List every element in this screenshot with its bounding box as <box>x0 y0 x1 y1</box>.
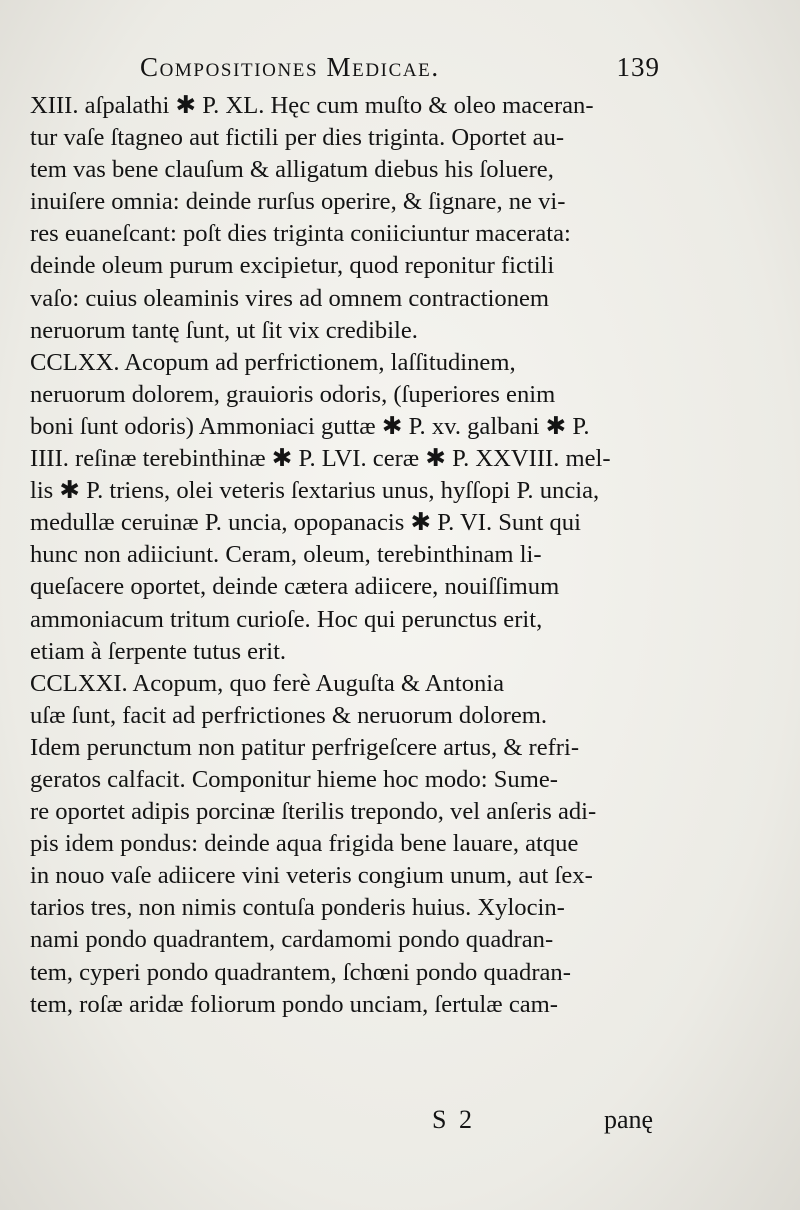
text-line: inuiſere omnia: deinde rurſus operire, & ſignare, ne vi- <box>30 188 566 216</box>
text-line: etiam à ſerpente tutus erit. <box>30 637 287 665</box>
body-text <box>30 90 690 1021</box>
text-line: re oportet adipis porcinæ ſterilis trepondo, vel anſeris adi- <box>30 798 597 826</box>
section-heading-line: CCLXXI. Acopum, quo ferè Auguſta & Antonia <box>30 669 505 697</box>
text-line: vaſo: cuius oleaminis vires ad omnem contractionem <box>30 284 550 312</box>
page-number: 139 <box>616 52 660 82</box>
signature-mark: S 2 <box>432 1105 475 1134</box>
text-line: tem vas bene clauſum & alligatum diebus his ſoluere, <box>30 156 554 184</box>
text-line: neruorum tantę ſunt, ut ſit vix credibile. <box>30 316 418 344</box>
text-line: tarios tres, non nimis contuſa ponderis huius. Xylocin- <box>30 894 565 922</box>
text-line: pis idem pondus: deinde aqua frigida bene lauare, atque <box>30 830 579 858</box>
text-line: tem, roſæ aridæ foliorum pondo unciam, ſertulæ cam- <box>30 990 558 1018</box>
text-line: neruorum dolorem, grauioris odoris, (ſuperiores enim <box>30 380 556 408</box>
text-line: medullæ ceruinæ P. uncia, opopanacis ✱ P. VI. Sunt qui <box>30 509 581 537</box>
section-heading-line: CCLXX. Acopum ad perfrictionem, laſſitudinem, <box>30 348 516 376</box>
catchword: panę <box>604 1105 654 1134</box>
page-footer <box>0 1105 800 1145</box>
text-line: XIII. aſpalathi ✱ P. XL. Hęc cum muſto & oleo maceran- <box>30 92 594 119</box>
text-line: queſacere oportet, deinde cætera adiicere, nouiſſimum <box>30 573 560 601</box>
text-line: hunc non adiiciunt. Ceram, oleum, terebinthinam li- <box>30 541 542 569</box>
text-line: geratos calfacit. Componitur hieme hoc modo: Sume- <box>30 765 558 793</box>
text-line: Idem perunctum non patitur perfrigeſcere artus, & refri- <box>30 733 580 761</box>
text-line: nami pondo quadrantem, cardamomi pondo quadran- <box>30 926 554 954</box>
page-header <box>140 52 660 88</box>
text-line: ammoniacum tritum curioſe. Hoc qui perunctus erit, <box>30 605 543 633</box>
text-line: uſæ ſunt, facit ad perfrictiones & neruorum dolorem. <box>30 701 548 729</box>
text-line: IIII. reſinæ terebinthinæ ✱ P. LVI. ceræ ✱ P. XXVIII. mel- <box>30 445 611 473</box>
running-title: Compositiones Medicae. <box>140 52 440 82</box>
text-line: lis ✱ P. triens, olei veteris ſextarius unus, hyſſopi P. uncia, <box>30 477 600 505</box>
text-line: tur vaſe ſtagneo aut fictili per dies triginta. Oportet au- <box>30 124 565 152</box>
text-line: tem, cyperi pondo quadrantem, ſchœni pondo quadran- <box>30 958 571 986</box>
text-line: res euaneſcant: poſt dies triginta coniiciuntur macerata: <box>30 220 571 248</box>
text-line: boni ſunt odoris) Ammoniaci guttæ ✱ P. xv. galbani ✱ P. <box>30 412 590 440</box>
text-line: deinde oleum purum excipietur, quod reponitur fictili <box>30 252 555 280</box>
text-line: in nouo vaſe adiicere vini veteris congium unum, aut ſex- <box>30 862 593 890</box>
